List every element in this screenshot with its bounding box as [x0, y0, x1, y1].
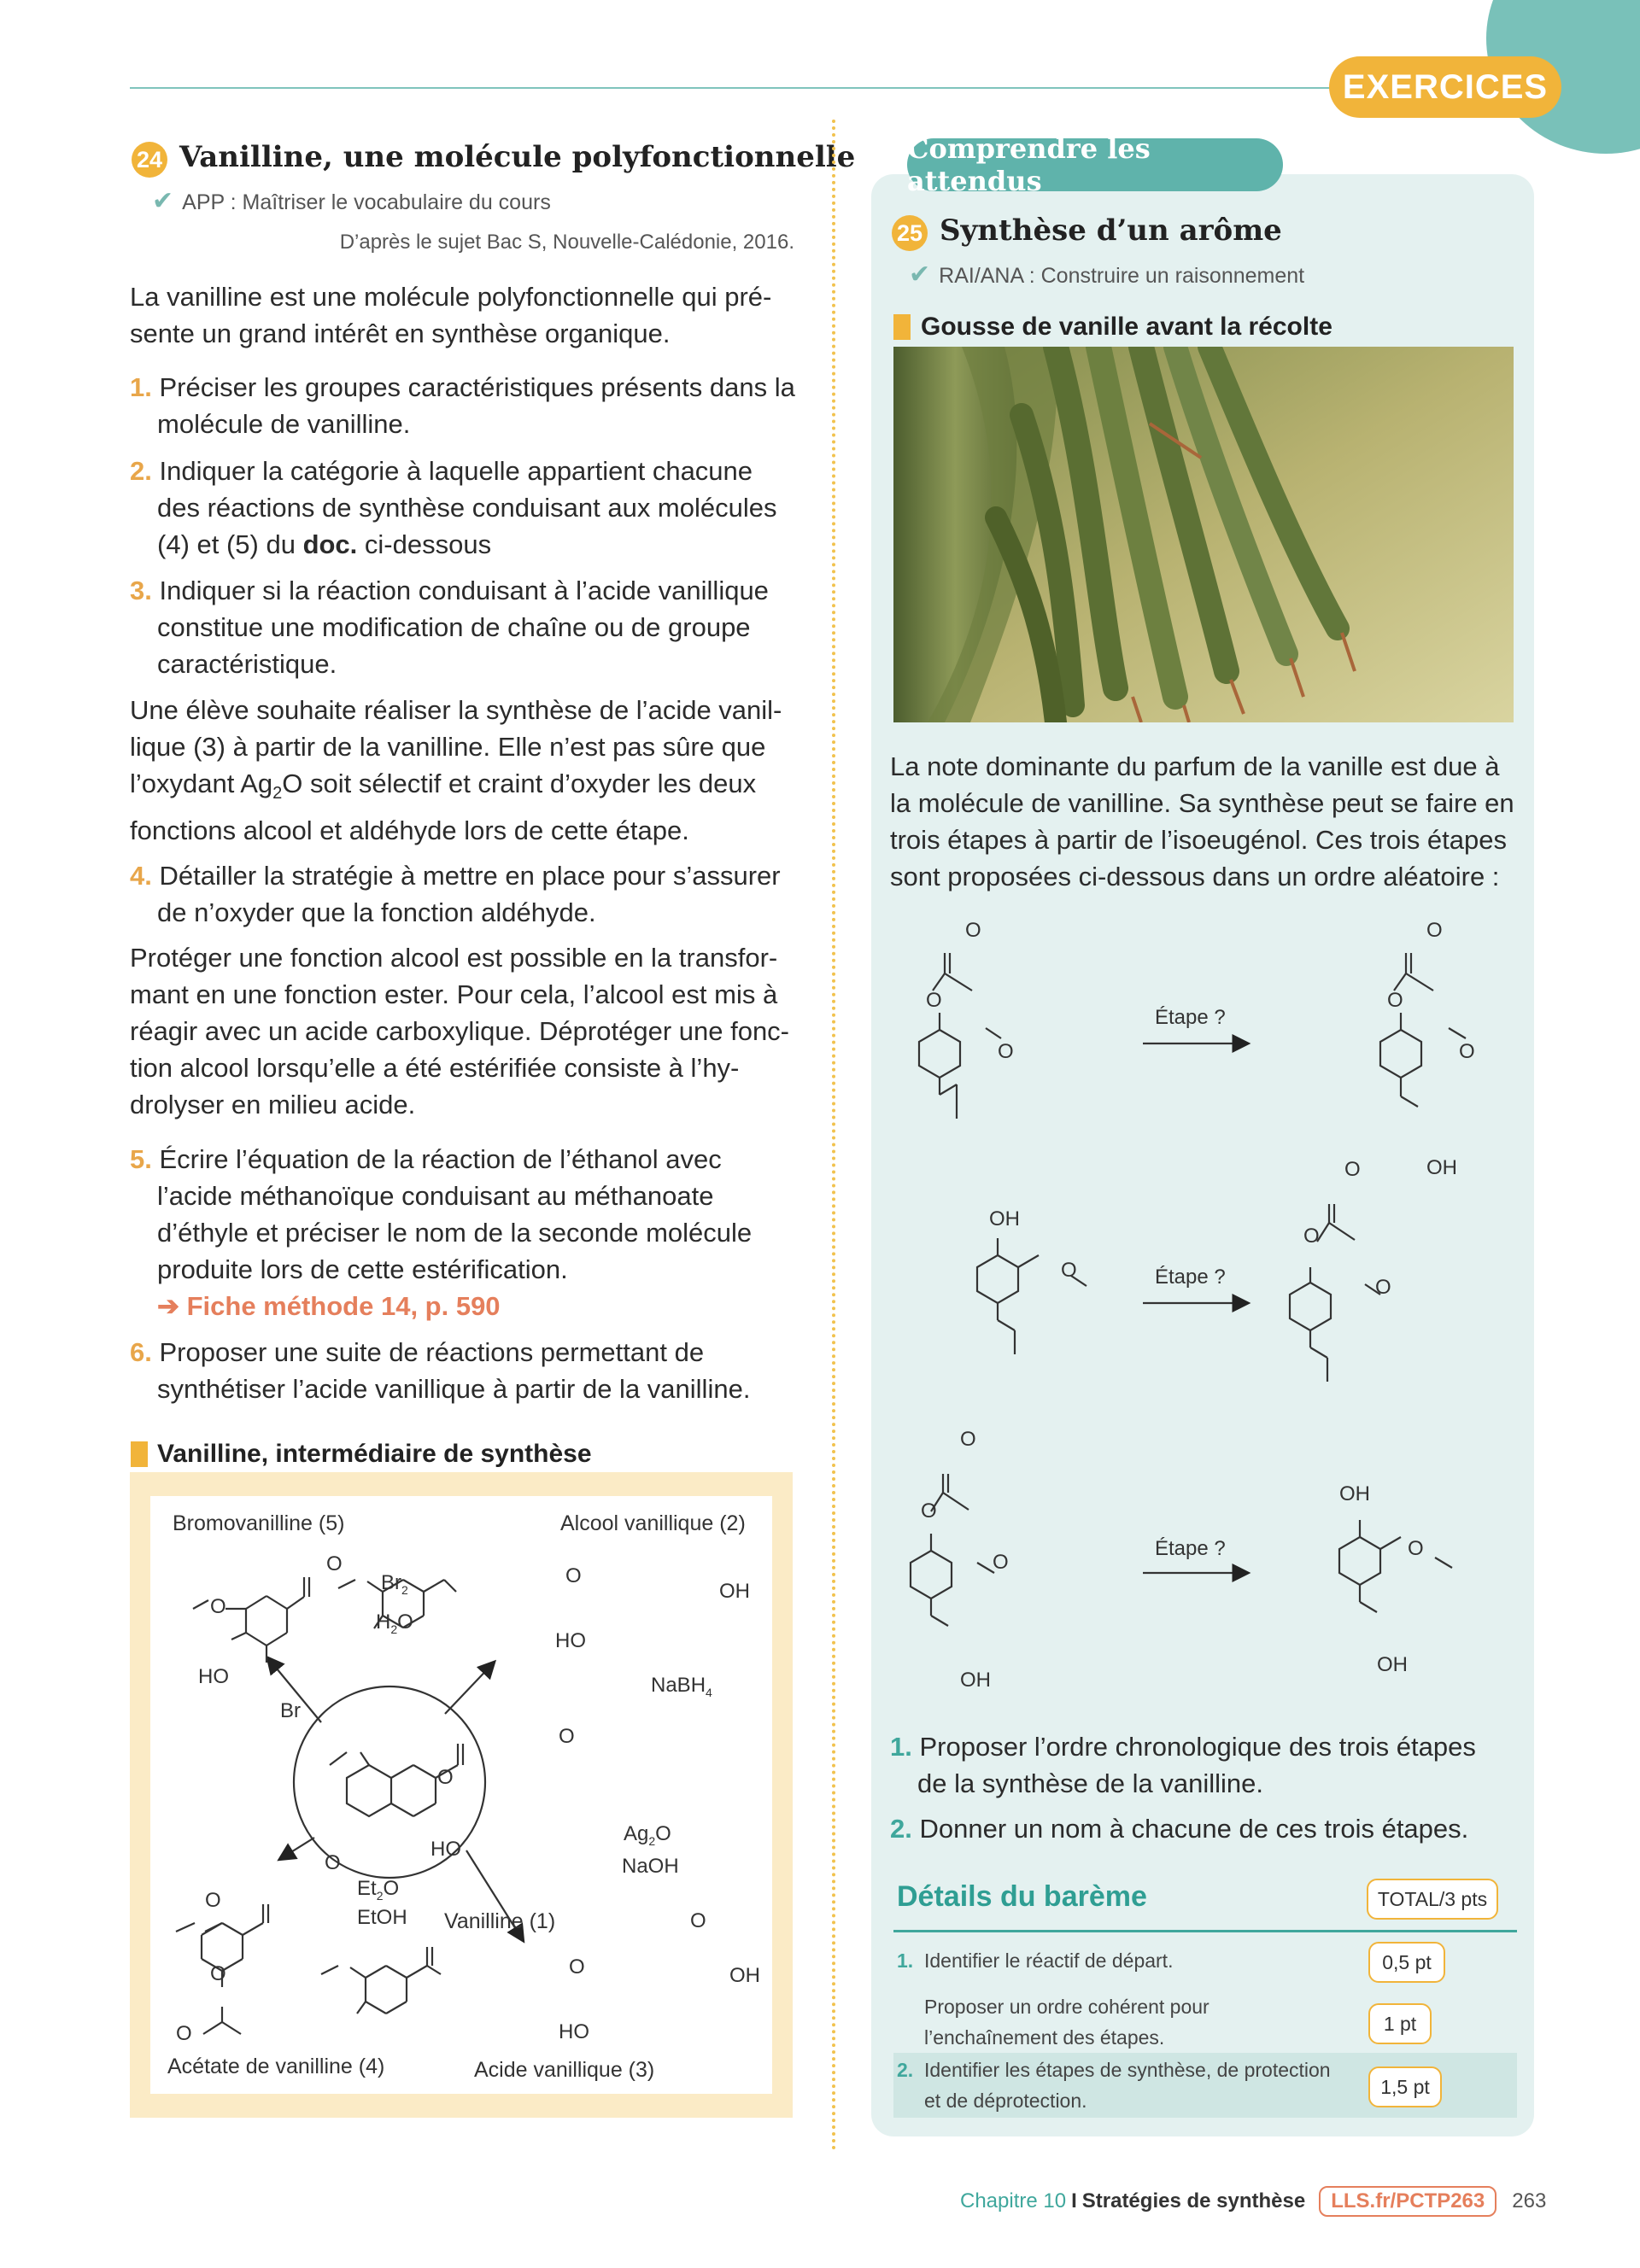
text-line: caractéristique.	[157, 649, 337, 679]
subscript: 2	[390, 1622, 398, 1636]
atom-ho: HO	[198, 1665, 229, 1688]
question-6	[130, 1334, 832, 1407]
fiche-methode-link[interactable]: ➔ Fiche méthode 14, p. 590	[157, 1291, 501, 1321]
atom-o: O	[559, 1725, 575, 1748]
atom-o: O	[690, 1909, 706, 1932]
question-25-1	[890, 1728, 1549, 1802]
question-number: 2.	[130, 456, 152, 486]
atom-o: O	[1061, 1259, 1077, 1282]
chem-text: Br	[381, 1571, 401, 1594]
atom-o: O	[326, 1552, 343, 1575]
chem-text: Ag	[624, 1822, 649, 1845]
reagent-etoh: EtOH	[357, 1906, 407, 1929]
subscript: 2	[648, 1833, 656, 1848]
bareme-divider	[893, 1930, 1517, 1932]
step-label-1: Étape ?	[1155, 1006, 1226, 1029]
reagent-h2o	[376, 1610, 413, 1636]
text-line: Préciser les groupes caractéristiques présents dans la	[159, 372, 795, 402]
arrow-to-acetate	[280, 1838, 314, 1859]
question-4	[130, 857, 832, 931]
atom-o: O	[998, 1040, 1014, 1063]
atom-o: O	[1303, 1225, 1320, 1248]
atom-o: O	[960, 1428, 976, 1451]
header-rule	[130, 87, 1334, 89]
footer	[960, 2186, 1546, 2217]
text-line: de n’oxyder que la fonction aldéhyde.	[157, 897, 596, 927]
row-text: et de déprotection.	[924, 2090, 1087, 2112]
question-number: 1.	[890, 1732, 912, 1762]
reagent-et2o	[357, 1877, 399, 1903]
question-2	[130, 453, 832, 563]
text-line: sont proposées ci-dessous dans un ordre aléatoire :	[890, 862, 1500, 891]
text-line: Indiquer si la réaction conduisant à l’acide vanillique	[159, 576, 769, 605]
bareme-title: Détails du barème	[897, 1880, 1147, 1913]
text-line: Indiquer la catégorie à laquelle appartient chacune	[159, 456, 753, 486]
reaction-steps-scheme	[871, 914, 1534, 1708]
text-line: (4) et (5) du	[157, 529, 303, 559]
molecule-isoeugenol	[977, 1238, 1086, 1354]
atom-o: O	[926, 989, 942, 1012]
paragraph-oxydant	[130, 692, 805, 849]
atom-o: O	[325, 1851, 341, 1874]
vanilline-synthesis-scheme	[150, 1496, 772, 2094]
text-line: synthétiser l’acide vanillique à partir de la vanilline.	[157, 1374, 751, 1404]
chem-text: Et	[357, 1877, 377, 1900]
question-number: 3.	[130, 576, 152, 605]
label-bromovanilline: Bromovanilline (5)	[173, 1511, 345, 1535]
text-line: drolyser en milieu acide.	[130, 1090, 416, 1119]
bromovanilline-molecule	[193, 1577, 309, 1663]
chem-text: O	[383, 1877, 400, 1900]
question-1	[130, 369, 832, 442]
atom-o: O	[993, 1551, 1009, 1574]
text-line: Protéger une fonction alcool est possible en la transfor-	[130, 943, 778, 973]
atom-o: O	[1426, 919, 1443, 942]
molecule-alcool-vanillique	[1339, 1520, 1452, 1612]
footer-separator: I	[1071, 2189, 1077, 2212]
text-line: constitue une modification de chaîne ou de groupe	[157, 612, 751, 642]
atom-o: O	[210, 1595, 226, 1618]
atom-o: O	[1344, 1158, 1361, 1181]
atom-o: O	[1375, 1276, 1391, 1299]
atom-oh: OH	[729, 1964, 760, 1987]
text-line: tion alcool lorsqu’elle a été estérifiée consiste à l’hy-	[130, 1053, 740, 1083]
check-icon: ✔	[152, 187, 174, 215]
label-alcool-vanillique: Alcool vanillique (2)	[560, 1511, 746, 1535]
text-line: ci-dessous	[357, 529, 492, 559]
step-label-2: Étape ?	[1155, 1266, 1226, 1289]
doc-reference: doc.	[302, 529, 358, 559]
footer-title: Stratégies de synthèse	[1081, 2189, 1306, 2212]
comprendre-attendus-tab: Comprendre les attendus	[907, 138, 1283, 191]
reagent-naoh: NaOH	[622, 1855, 679, 1878]
row-number: 1.	[897, 1949, 914, 1972]
atom-o: O	[569, 1955, 585, 1979]
text-line: Proposer l’ordre chronologique des trois étapes	[919, 1732, 1476, 1762]
exercise-24-source: D’après le sujet Bac S, Nouvelle-Calédonie, 2016.	[339, 231, 794, 254]
bareme-points-2: 1 pt	[1368, 2003, 1432, 2044]
question-number: 5.	[130, 1144, 152, 1174]
text-line: trois étapes à partir de l’isoeugénol. Ces trois étapes	[890, 825, 1508, 855]
atom-oh: OH	[1339, 1482, 1370, 1505]
step-label-3: Étape ?	[1155, 1537, 1226, 1560]
atom-o: O	[965, 919, 981, 942]
label-acide-vanillique: Acide vanillique (3)	[474, 2058, 655, 2082]
text-line: mant en une fonction ester. Pour cela, l’alcool est mis à	[130, 979, 778, 1009]
text-line: fonctions alcool et aldéhyde lors de cette étape.	[130, 815, 689, 846]
doc-title-marker	[131, 1441, 148, 1467]
doc-title: Vanilline, intermédiaire de synthèse	[157, 1440, 592, 1468]
label-vanilline: Vanilline (1)	[444, 1909, 556, 1933]
question-number: 2.	[890, 1814, 912, 1844]
atom-oh: OH	[989, 1207, 1020, 1230]
row-text: Identifier le réactif de départ.	[923, 1949, 1174, 1972]
molecule-acetyl-alcool	[1380, 953, 1466, 1107]
text-line: l’acide méthanoïque conduisant au méthanoate	[157, 1181, 714, 1211]
atom-oh: OH	[1426, 1156, 1457, 1179]
text-line: molécule de vanilline.	[157, 409, 411, 439]
bareme-points-3: 1,5 pt	[1368, 2066, 1442, 2107]
exercise-number-25: 25	[892, 215, 928, 251]
atom-oh: OH	[960, 1669, 991, 1692]
exercise-number-24: 24	[132, 142, 167, 178]
bareme-row-3	[897, 2055, 1331, 2116]
text-line: La vanilline est une molécule polyfonctionnelle qui pré-	[130, 282, 772, 312]
atom-o: O	[205, 1889, 221, 1912]
question-number: 6.	[130, 1337, 152, 1367]
molecule-acetyl-isoeugenol	[919, 953, 1001, 1119]
exercise-24-title: Vanilline, une molécule polyfonctionnelle	[179, 140, 856, 174]
subscript: 2	[376, 1888, 384, 1903]
text-line: lique (3) à partir de la vanilline. Elle n’est pas sûre que	[130, 732, 766, 762]
question-5	[130, 1141, 832, 1324]
exercise-24-intro	[130, 278, 805, 352]
question-number: 1.	[130, 372, 152, 402]
text-line: La note dominante du parfum de la vanille est due à	[890, 751, 1500, 781]
bareme-row-1	[897, 1945, 1173, 1976]
reagent-nabh4	[651, 1674, 712, 1699]
text-line: Écrire l’équation de la réaction de l’éthanol avec	[159, 1144, 722, 1174]
text-line: de la synthèse de la vanilline.	[917, 1768, 1263, 1798]
question-3	[130, 572, 832, 682]
atom-o: O	[1459, 1040, 1475, 1063]
exercices-badge: EXERCICES	[1329, 56, 1561, 118]
text-line: des réactions de synthèse conduisant aux molécules	[157, 493, 777, 523]
atom-oh: OH	[1377, 1653, 1408, 1676]
row-text: Proposer un ordre cohérent pour	[924, 1996, 1210, 2018]
arrow-to-alcool	[445, 1663, 494, 1714]
text-line: Une élève souhaite réaliser la synthèse de l’acide vanil-	[130, 695, 782, 725]
atom-br: Br	[280, 1699, 301, 1722]
bareme-total: TOTAL/3 pts	[1367, 1879, 1498, 1920]
chem-text: O	[397, 1610, 413, 1634]
skill-label: APP : Maîtriser le vocabulaire du cours	[182, 190, 551, 214]
subscript: 4	[706, 1685, 712, 1699]
text-line: Détailler la stratégie à mettre en place pour s’assurer	[159, 861, 781, 891]
text-line: réagir avec un acide carboxylique. Déprotéger une fonc-	[130, 1016, 790, 1046]
reagent-ag2o	[624, 1822, 671, 1848]
atom-o: O	[1387, 989, 1403, 1012]
photo-title: Gousse de vanille avant la récolte	[921, 313, 1332, 341]
atom-ho: HO	[559, 2020, 589, 2043]
text-line: sente un grand intérêt en synthèse organique.	[130, 319, 671, 348]
row-text: Identifier les étapes de synthèse, de protection	[923, 2059, 1331, 2081]
text-line: Donner un nom à chacune de ces trois étapes.	[919, 1814, 1469, 1844]
chem-text: H	[376, 1610, 391, 1634]
label-acetate-vanilline: Acétate de vanilline (4)	[167, 2055, 385, 2078]
text-part: l’oxydant Ag	[130, 769, 273, 798]
subscript: 2	[272, 784, 283, 804]
atom-o: O	[437, 1766, 454, 1789]
atom-oh: OH	[719, 1580, 750, 1603]
atom-o: O	[921, 1499, 937, 1523]
reagent-br2	[381, 1571, 408, 1597]
page-number: 263	[1512, 2189, 1547, 2212]
exercise-25-intro	[890, 748, 1522, 895]
atom-o: O	[210, 1962, 226, 1985]
text-line: la molécule de vanilline. Sa synthèse peut se faire en	[890, 788, 1514, 818]
row-text: l’enchaînement des étapes.	[924, 2026, 1165, 2049]
atom-o: O	[1408, 1537, 1424, 1560]
atom-ho: HO	[430, 1838, 461, 1861]
row-number: 2.	[897, 2059, 914, 2081]
exercise-25-skill	[909, 260, 1304, 289]
text-line	[130, 765, 805, 812]
bareme-points-1: 0,5 pt	[1368, 1942, 1445, 1983]
vanilla-pods-photo	[893, 347, 1514, 722]
check-icon: ✔	[909, 260, 931, 289]
question-number: 4.	[130, 861, 152, 891]
acide-vanillique-molecule	[321, 1947, 441, 2014]
text-line: Proposer une suite de réactions permettant de	[159, 1337, 705, 1367]
photo-title-marker	[893, 314, 911, 340]
chem-text: O	[655, 1822, 671, 1845]
text-line: produite lors de cette estérification.	[157, 1254, 568, 1284]
paragraph-protection	[130, 939, 805, 1123]
chem-text: NaBH	[651, 1674, 706, 1697]
text-line: d’éthyle et préciser le nom de la seconde molécule	[157, 1218, 753, 1248]
question-25-2	[890, 1810, 1549, 1847]
column-separator	[832, 120, 835, 2152]
atom-ho: HO	[555, 1629, 586, 1652]
skill-label: RAI/ANA : Construire un raisonnement	[939, 264, 1305, 288]
atom-o: O	[565, 1564, 582, 1587]
bareme-row-2	[924, 1991, 1210, 2053]
subscript: 2	[401, 1582, 408, 1597]
text-part: O soit sélectif et craint d’oxyder les deux	[282, 769, 757, 798]
molecule-acetyl-vanillyl-alcool	[911, 1474, 994, 1626]
exercise-24-skill	[152, 186, 551, 216]
exercise-25-title: Synthèse d’un arôme	[940, 213, 1282, 248]
footer-link[interactable]: LLS.fr/PCTP263	[1319, 2186, 1496, 2217]
atom-o: O	[176, 2022, 192, 2045]
footer-chapter: Chapitre 10	[960, 2189, 1067, 2212]
